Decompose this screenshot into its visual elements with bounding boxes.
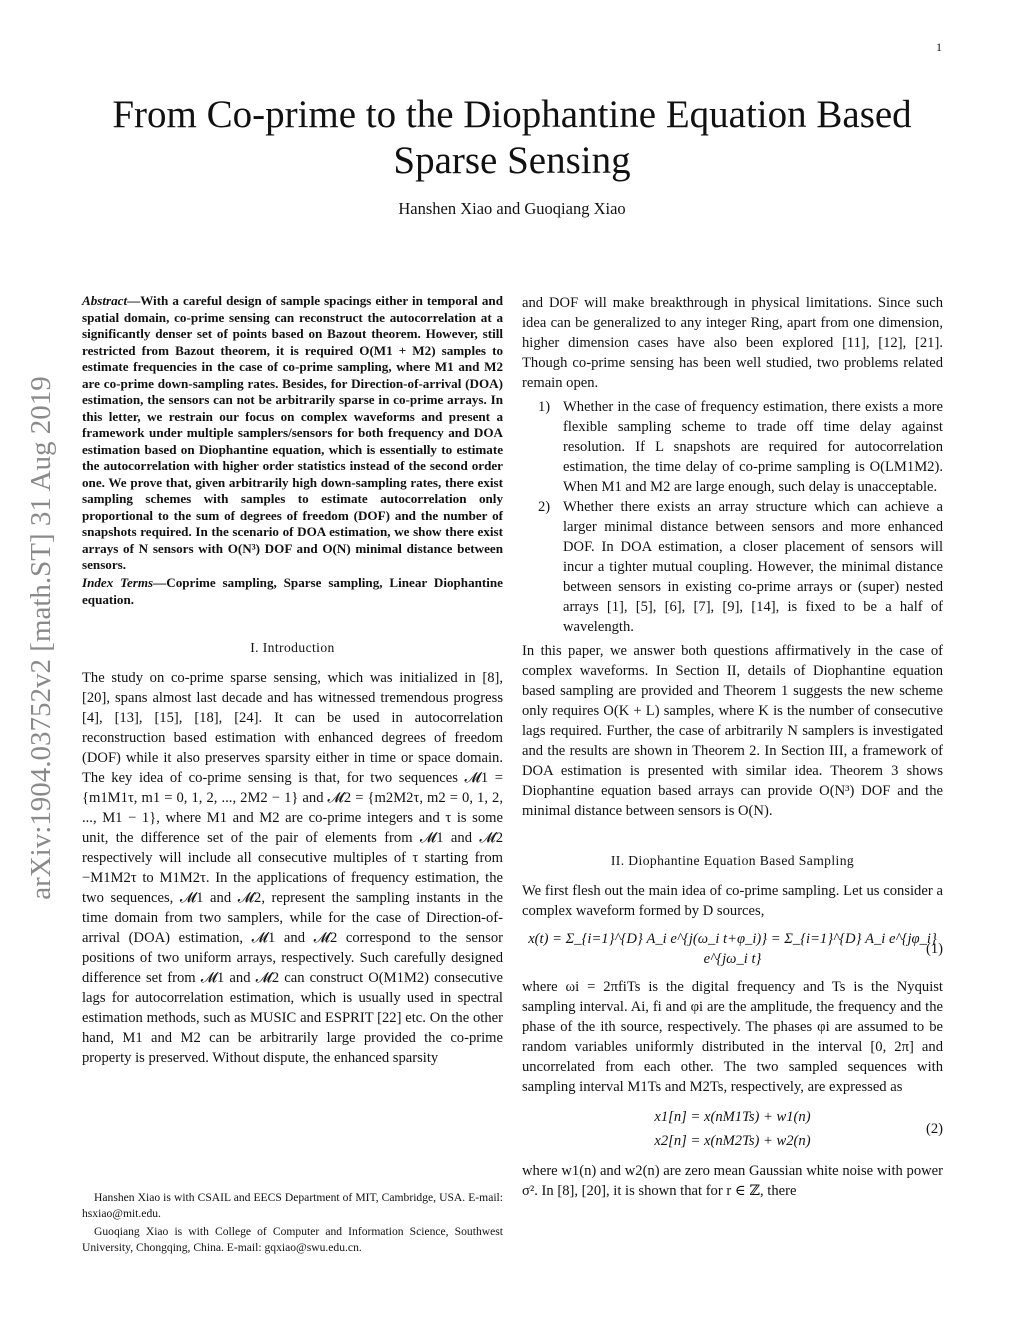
equation-2	[522, 1105, 943, 1153]
arxiv-stamp: arXiv:1904.03752v2 [math.ST] 31 Aug 2019	[25, 376, 57, 900]
index-terms-text: —Coprime sampling, Sparse sampling, Linear Diophantine equation.	[82, 574, 503, 607]
right-column	[522, 293, 943, 1201]
open-problems-list	[522, 397, 943, 637]
list-item	[522, 497, 943, 637]
section-heading-diophantine: II. Diophantine Equation Based Sampling	[610, 853, 855, 868]
equation-2-line-2: x2[n] = x(nM2Ts) + w2(n)	[654, 1133, 811, 1149]
page-number: 1	[936, 40, 942, 54]
abstract	[82, 293, 503, 574]
index-terms-lead: Index Terms	[82, 574, 154, 590]
footnotes	[82, 1190, 503, 1258]
index-terms	[82, 574, 503, 608]
equation-1-body: x(t) = Σ_{i=1}^{D} A_i e^{j(ω_i t+φ_i)} = Σ_{i=1}^{D} A_i e^{jφ_i} e^{jω_i t}	[528, 931, 937, 967]
equation-2-number: (2)	[925, 1121, 943, 1137]
paper-title	[60, 92, 964, 184]
abstract-lead: Abstract	[82, 293, 128, 308]
equation-1-number: (1)	[925, 941, 943, 957]
section2-paragraph-3: where w1(n) and w2(n) are zero mean Gaussian white noise with power σ². In [8], [20], it is shown that for r ∈ ℤ, there	[522, 1163, 943, 1199]
equation-1	[522, 929, 943, 969]
list-item	[522, 397, 943, 497]
list-item-text: Whether in the case of frequency estimation, there exists a more flexible sampling scheme to trade off time delay against resolution. If L snapshots are required for autocorrelation estimation, the time delay of co-prime sampling is O(LM1M2). When M1 and M2 are large enough, such delay is unacceptable.	[563, 399, 943, 495]
list-number: 2)	[538, 499, 551, 515]
intro-paragraph: The study on co-prime sparse sensing, which was initialized in [8], [20], spans almost last decade and has witnessed tremendous progress [4], [13], [15], [18], [24]. It can be used in autocorrelation reconstruction based estimation with enhanced degrees of freedom (DOF) while it also preserves sparsity either in time or space domain. The key idea of co-prime sensing is that, for two sequences 𝓜1 = {m1M1τ, m1 = 0, 1, 2, ..., 2M2 − 1} and 𝓜2 = {m2M2τ, m2 = 0, 1, 2, ..., M1 − 1}, where M1 and M2 are co-prime integers and τ is some unit, the difference set of the pair of elements from 𝓜1 and 𝓜2 respectively will include all consecutive multiples of τ starting from −M1M2τ to M1M2τ. In the applications of frequency estimation, the two sequences, 𝓜1 and 𝓜2, represent the sampling instants in the time domain from two samplers, while for the case of Direction-of-arrival (DOA) estimation, 𝓜1 and 𝓜2 correspond to the sensor positions of two uniform arrays, respectively. Such carefully designed difference set from 𝓜1 and 𝓜2 can construct O(M1M2) consecutive lags for autocorrelation estimation, which is usually used in spectral estimation methods, such as MUSIC and ESPRIT [22] etc. On the other hand, M1 and M2 can be arbitrarily large provided the co-prime property is preserved. Without dispute, the enhanced sparsity	[82, 669, 503, 1066]
section2-paragraph-1: We first flesh out the main idea of co-prime sampling. Let us consider a complex waveform formed by D sources,	[522, 883, 943, 919]
authors: Hanshen Xiao and Guoqiang Xiao	[398, 199, 626, 218]
section-heading-introduction: I. Introduction	[250, 639, 335, 655]
equation-2-line-1: x1[n] = x(nM1Ts) + w1(n)	[654, 1109, 811, 1125]
abstract-text: —With a careful design of sample spacings either in temporal and spatial domain, co-prime sensing can reconstruct the autocorrelation at a significantly denser set of points based on Bazout theorem. However, still restricted from Bazout theorem, it is required O(M1 + M2) samples to estimate frequencies in the case of co-prime sampling, where M1 and M2 are co-prime down-sampling rates. Besides, for Direction-of-arrival (DOA) estimation, the sensors can not be arbitrarily sparse in co-prime arrays. In this letter, we restrain our focus on complex waveforms and present a framework under multiple samplers/sensors for both frequency and DOA estimation based on Diophantine equation, which is essentially to estimate the autocorrelation with higher order statistics instead of the second order one. We prove that, given arbitrarily high down-sampling rates, there exist sampling schemes with samples to estimate autocorrelation only proportional to the sum of degrees of freedom (DOF) and the number of snapshots required. In the scenario of DOA estimation, we show there exist arrays of N sensors with O(N³) DOF and O(N) minimal distance between sensors.	[82, 293, 503, 572]
footnote-author-2: Guoqiang Xiao is with College of Computer and Information Science, Southwest University, Chongqing, China. E-mail: gqxiao@swu.edu.cn.	[82, 1225, 503, 1254]
title-line-2: Sparse Sensing	[393, 139, 631, 182]
title-line-1: From Co-prime to the Diophantine Equation Based	[112, 93, 912, 136]
right-paragraph-2: In this paper, we answer both questions affirmatively in the case of complex waveforms. In Section II, details of Diophantine equation based sampling are provided and Theorem 1 suggests the new scheme only requires O(K + L) samples, where K is the number of consecutive lags required. Further, the case of arbitrarily N samplers is investigated and the results are shown in Theorem 2. In Section III, a framework of DOA estimation is presented with similar idea. Theorem 3 shows Diophantine equation based arrays can provide O(N³) DOF and the minimal distance between sensors is O(N).	[522, 643, 943, 819]
left-column	[82, 293, 503, 1068]
list-number: 1)	[538, 399, 551, 415]
section2-paragraph-2: where ωi = 2πfiTs is the digital frequency and Ts is the Nyquist sampling interval. Ai, fi and φi are the amplitude, the frequency and the phase of the ith source, respectively. The phases φi are assumed to be random variables uniformly distributed in the interval [0, 2π] and uncorrelated from each other. The two sampled sequences with sampling interval M1Ts and M2Ts, respectively, are expressed as	[522, 979, 943, 1095]
footnote-author-1: Hanshen Xiao is with CSAIL and EECS Department of MIT, Cambridge, USA. E-mail: hsxiao@mit.edu.	[82, 1191, 503, 1220]
list-item-text: Whether there exists an array structure which can achieve a larger minimal distance between sensors and more enhanced DOF. In DOA estimation, a closer placement of sensors will incur a tighter mutual coupling. However, the minimal distance between sensors in existing co-prime arrays or (super) nested arrays [1], [5], [6], [7], [9], [14], is fixed to be a half of wavelength.	[563, 499, 943, 635]
right-paragraph-1: and DOF will make breakthrough in physical limitations. Since such idea can be generalized to any integer Ring, apart from one dimension, higher dimension cases have also been explored [11], [12], [21]. Though co-prime sensing has been well studied, two problems related remain open.	[522, 295, 943, 391]
